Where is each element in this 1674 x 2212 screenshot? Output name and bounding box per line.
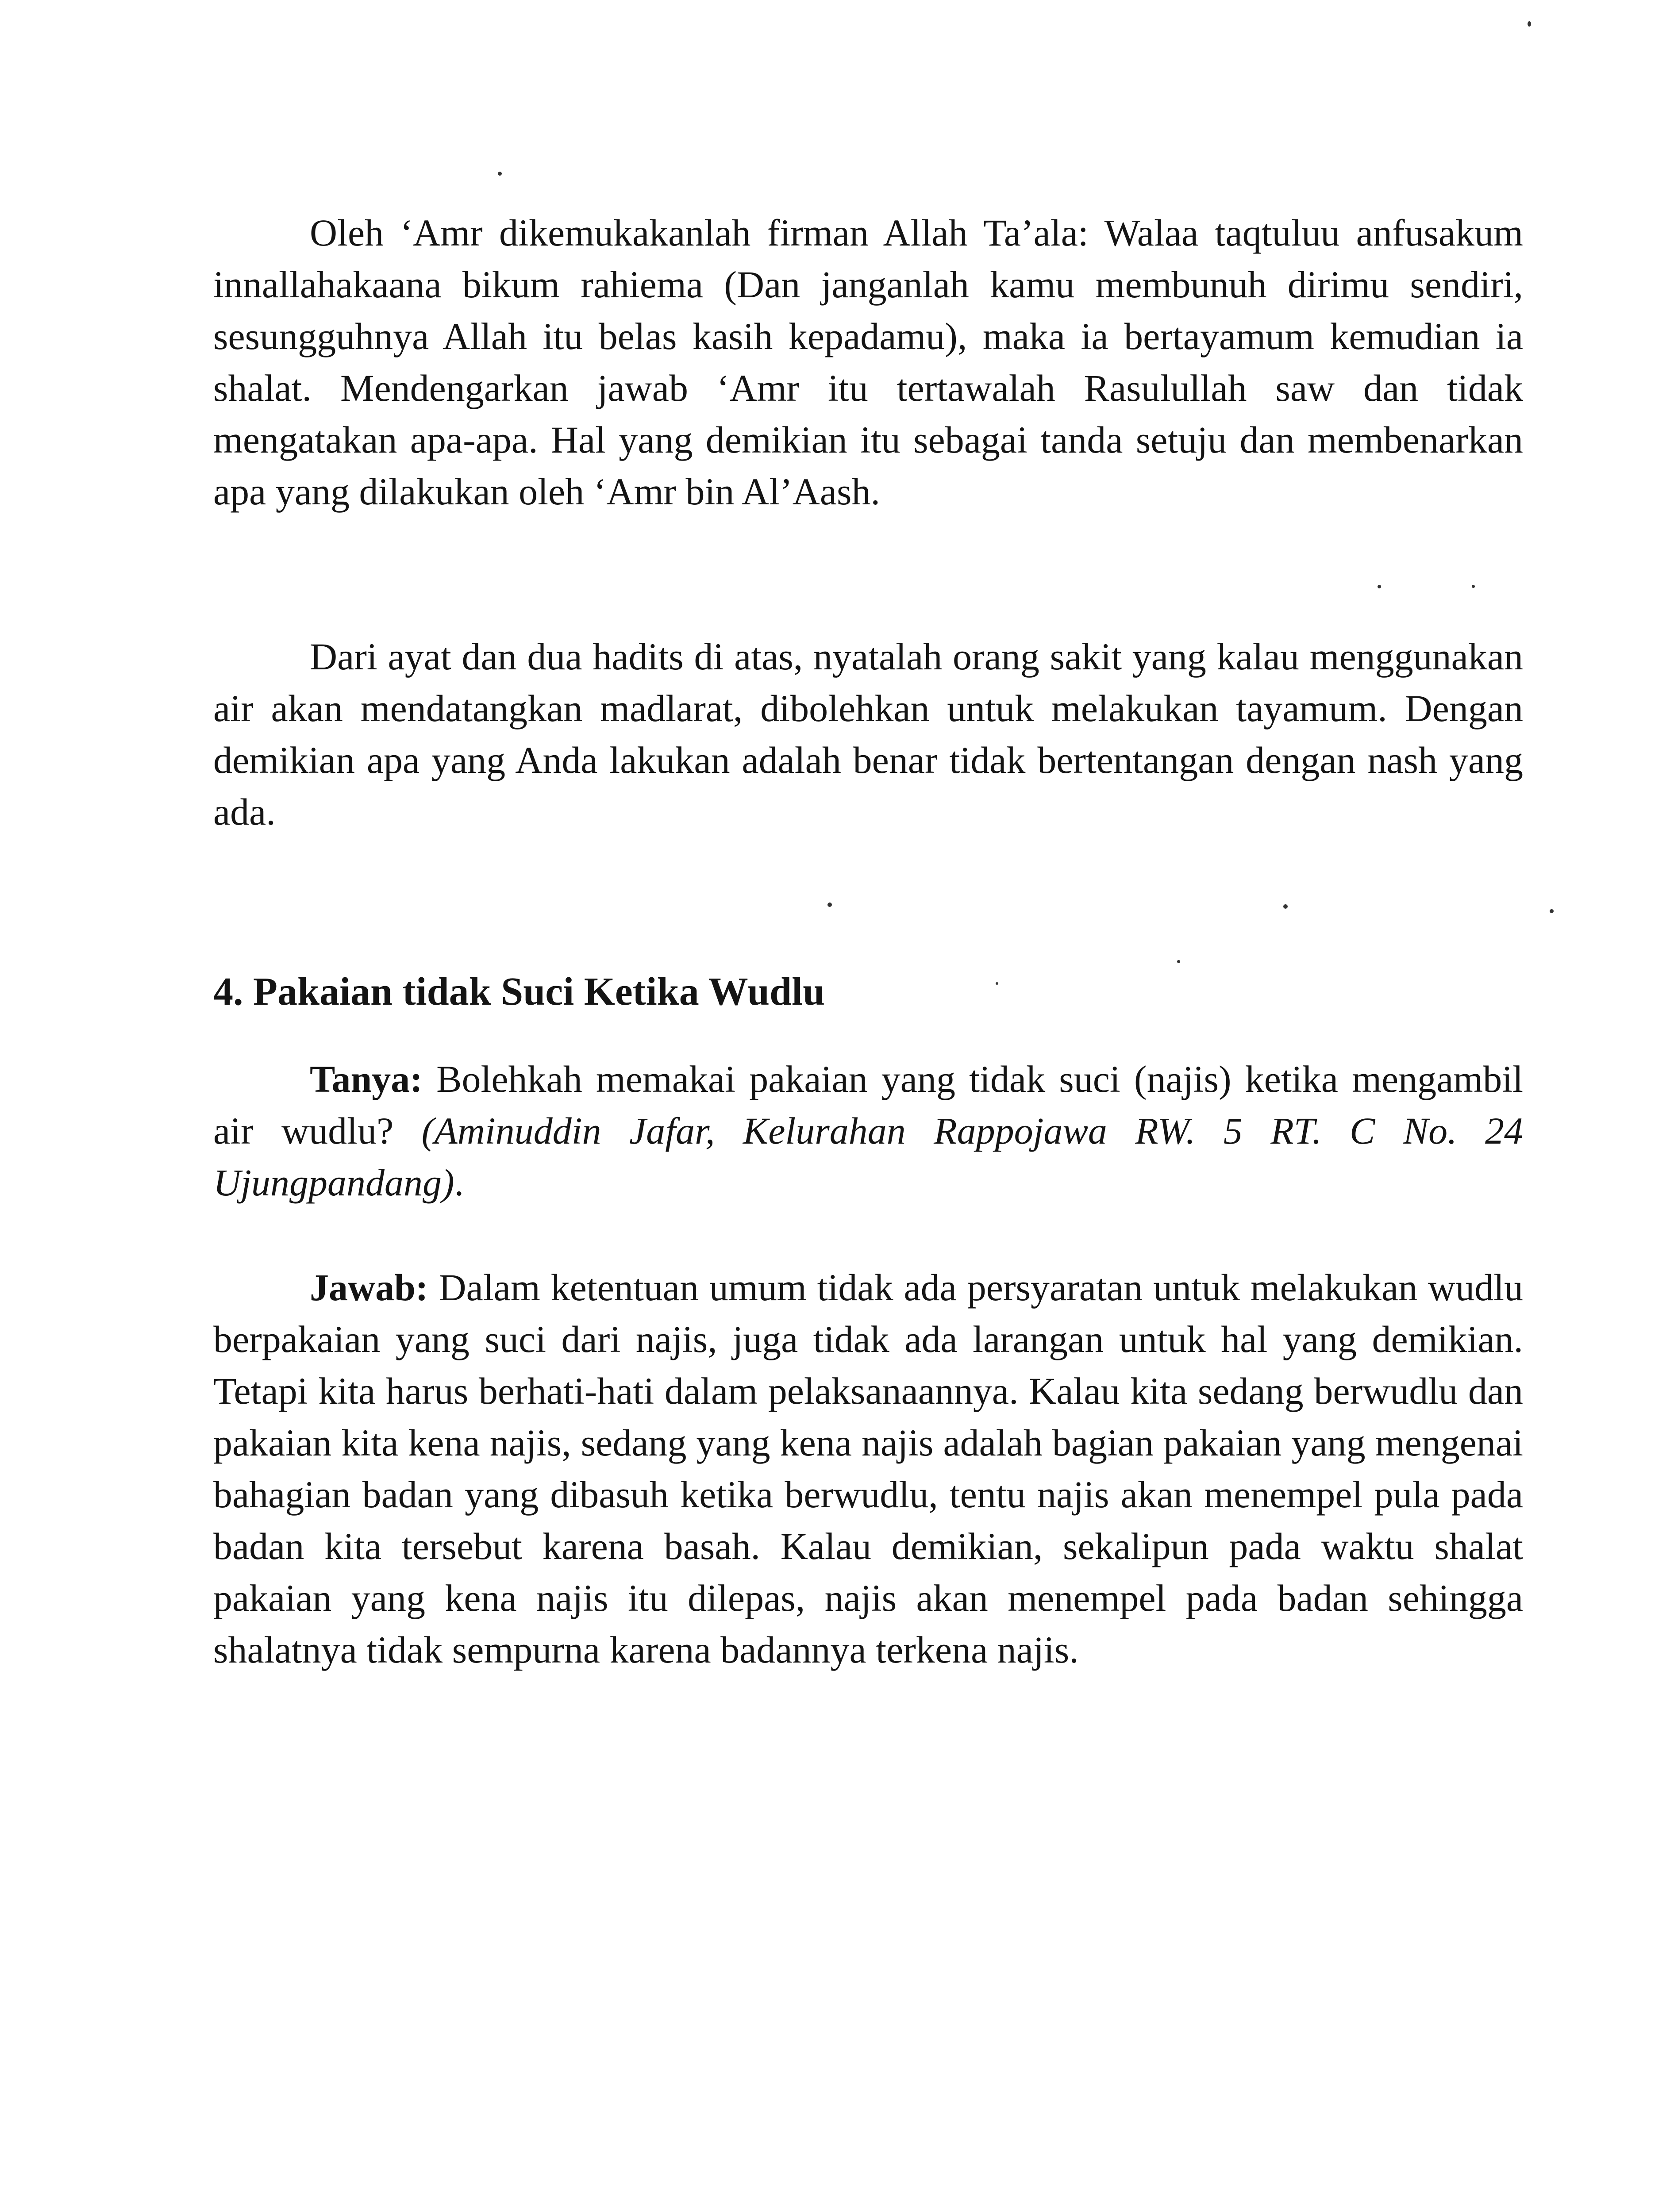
answer-label: Jawab: [310, 1266, 428, 1309]
scan-speck [1283, 904, 1288, 909]
section-heading: 4. Pakaian tidak Suci Ketika Wudlu [213, 970, 825, 1014]
scan-speck [1472, 585, 1475, 588]
question-source: (Aminuddin Jafar, Kelurahan Rappojawa RW. 5 RT. C No. 24 Ujungpandang) [213, 1110, 1523, 1204]
answer-text: Dalam ketentuan umum tidak ada persyaratan untuk melakukan wudlu berpakaian yang suci dari najis, juga tidak ada larangan untuk hal yang demikian. Tetapi kita harus berhati-hati dalam pelaksanaannya. Kalau kita sedang berwudlu dan pakaian kita kena najis, sedang yang kena najis adalah bagian pakaian yang mengenai bahagian badan yang dibasuh ketika berwudlu, tentu najis akan menempel pula pada badan kita tersebut karena basah. Kalau demikian, sekalipun pada waktu shalat pakaian yang kena najis itu dilepas, najis akan menempel pada badan sehingga shalatnya tidak sempurna karena badannya terkena najis. [213, 1266, 1523, 1671]
scan-speck [996, 982, 998, 985]
question-text: Bolehkah memakai pakaian yang tidak suci (najis) ketika mengambil air wudlu? [213, 1058, 1523, 1152]
question-paragraph [213, 1053, 1523, 1209]
scan-speck [1528, 21, 1531, 27]
scan-speck [498, 172, 502, 176]
answer-paragraph [213, 1262, 1523, 1676]
question-end: . [454, 1161, 464, 1204]
paragraph-conclusion: Dari ayat dan dua hadits di atas, nyatalah orang sakit yang kalau menggunakan air akan mendatangkan madlarat, dibolehkan untuk melakukan tayamum. Dengan demikian apa yang Anda lakukan adalah benar tidak bertentangan dengan nash yang ada. [213, 635, 1523, 833]
scan-speck [1550, 909, 1554, 913]
scan-speck [1378, 585, 1381, 588]
scan-speck [827, 902, 832, 907]
question-label: Tanya: [310, 1058, 423, 1100]
scan-speck [1177, 960, 1180, 963]
paragraph-amr-tayamum: Oleh ‘Amr dikemukakanlah firman Allah Ta’ala: Walaa taqtuluu anfusakum innallahakaana bikum rahiema (Dan janganlah kamu membunuh dirimu sendiri, sesungguhnya Allah itu belas kasih kepadamu), maka ia bertayamum kemudian ia shalat. Mendengarkan jawab ‘Amr itu tertawalah Rasulullah saw dan tidak mengatakan apa-apa. Hal yang demikian itu sebagai tanda setuju dan membenarkan apa yang dilakukan oleh ‘Amr bin Al’Aash. [213, 211, 1523, 513]
